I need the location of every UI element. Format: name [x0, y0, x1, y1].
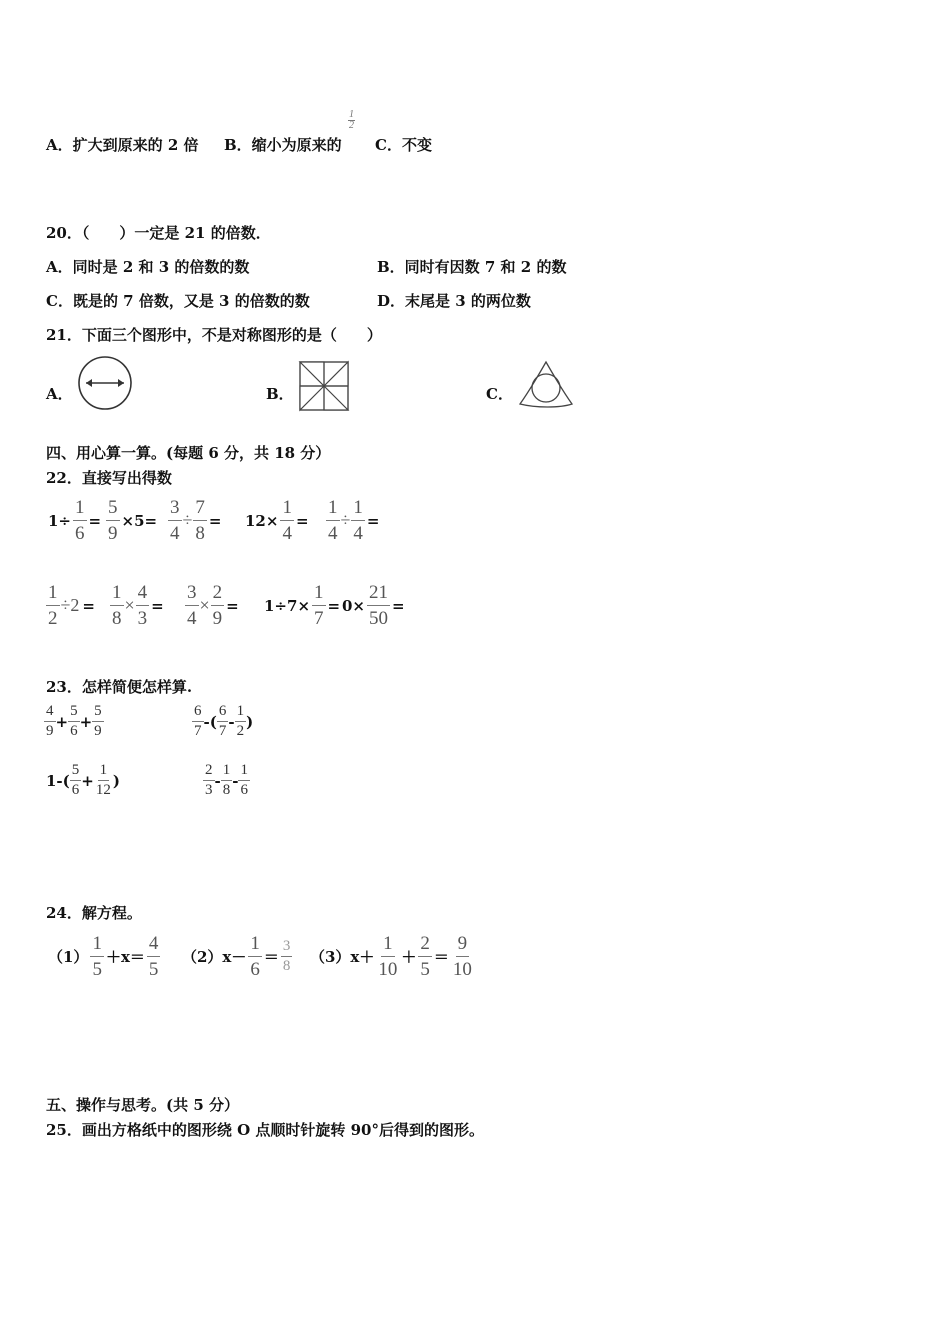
- trefoil-knot-figure: [516, 358, 576, 412]
- q24-stem: 24．解方程。: [46, 904, 142, 922]
- q22-r1-expr-3: $\frac{3}{4}$ ÷ $\frac{7}{8}$ =: [170, 497, 222, 544]
- q22-r2-expr-5: 0× $\frac{21}{50}$ =: [342, 582, 405, 629]
- q19-option-a: A．扩大到原来的 2 倍: [46, 136, 199, 154]
- q25-stem: 25．画出方格纸中的图形绕 O 点顺时针旋转 90°后得到的图形。: [46, 1121, 484, 1139]
- q20-option-b: B．同时有因数 7 和 2 的数: [377, 258, 567, 276]
- q21-stem: 21．下面三个图形中，不是对称图形的是（ ）: [46, 326, 382, 344]
- q19-option-c: C．不变: [375, 136, 432, 154]
- q22-r2-expr-4: 1÷7× $\frac{1}{7}$ =: [264, 582, 341, 629]
- q22-r1-expr-2: $\frac{5}{9}$ ×5=: [108, 497, 158, 544]
- q22-r1-expr-5: $\frac{1}{4}$ ÷ $\frac{1}{4}$ =: [328, 497, 380, 544]
- q21-option-b-label: B．: [266, 385, 294, 403]
- q20-stem: 20．（ ）一定是 21 的倍数．: [46, 224, 271, 242]
- q23-expr-1: $\frac{4}{9}$ + $\frac{5}{6}$ + $\frac{5}{9}$: [46, 703, 102, 739]
- q20-option-a: A．同时是 2 和 3 的倍数的数: [46, 258, 250, 276]
- q19-option-b: B．缩小为原来的: [224, 136, 342, 154]
- section-4-title: 四、用心算一算。(每题 6 分，共 18 分）: [46, 444, 331, 462]
- circle-arrow-figure: [76, 354, 136, 412]
- q23-expr-4: $\frac{2}{3}$ - $\frac{1}{8}$ - $\frac{1}{6}$: [205, 762, 248, 798]
- q24-equation-1: （1） $\frac{1}{5}$ ＋x＝ $\frac{4}{5}$: [48, 933, 159, 980]
- q24-equation-3: （3）x＋ $\frac{1}{10}$ ＋ $\frac{2}{5}$ ＝ $\frac{9}{10}$: [310, 933, 472, 980]
- q22-r1-expr-1: 1÷ $\frac{1}{6}$ =: [48, 497, 102, 544]
- q19-option-b-fraction: $\frac{1}{2}$: [349, 109, 354, 131]
- q21-option-c-label: C．: [486, 385, 513, 403]
- section-5-title: 五、操作与思考。(共 5 分）: [46, 1096, 239, 1114]
- q21-option-a-label: A．: [46, 385, 73, 403]
- q20-option-c: C．既是的 7 倍数，又是 3 的倍数的数: [46, 292, 310, 310]
- q23-stem: 23．怎样简便怎样算.: [46, 678, 193, 696]
- q22-stem: 22．直接写出得数: [46, 469, 172, 487]
- q22-r2-expr-3: $\frac{3}{4}$ × $\frac{2}{9}$ =: [187, 582, 239, 629]
- q23-expr-3: 1-( $\frac{5}{6}$ + $\frac{1}{12}$ ): [46, 762, 120, 798]
- q22-r2-expr-1: $\frac{1}{2}$ ÷2 =: [48, 582, 95, 629]
- pinwheel-figure: [296, 358, 352, 412]
- q22-r1-expr-4: 12× $\frac{1}{4}$ =: [245, 497, 309, 544]
- q22-r2-expr-2: $\frac{1}{8}$ × $\frac{4}{3}$ =: [112, 582, 164, 629]
- q24-equation-2: （2）x－ $\frac{1}{6}$ ＝ $\frac{3}{8}$: [182, 933, 291, 980]
- q20-option-d: D．末尾是 3 的两位数: [377, 292, 531, 310]
- q23-expr-2: $\frac{6}{7}$ -( $\frac{6}{7}$ - $\frac{1}{2}$ ): [194, 703, 254, 739]
